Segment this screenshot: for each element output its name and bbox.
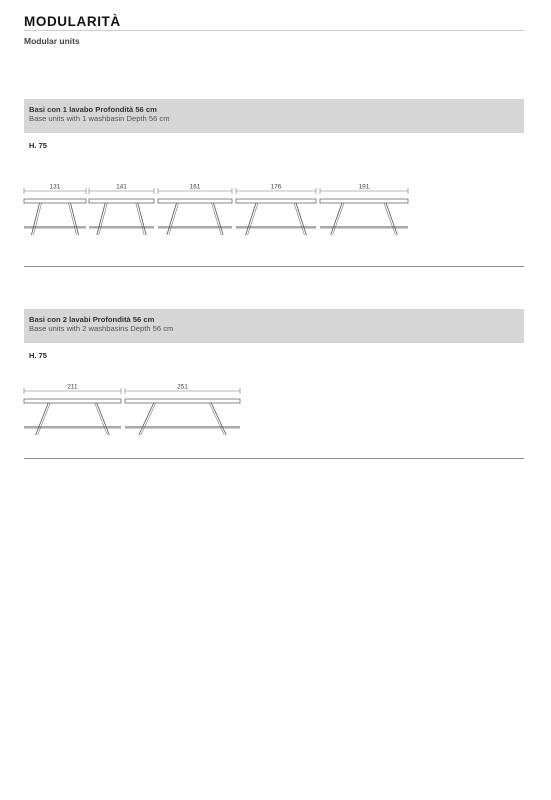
dimension-label: 141 — [116, 183, 127, 191]
unit-top — [125, 399, 240, 403]
unit-leg — [214, 203, 224, 235]
dimension-label: 131 — [49, 183, 61, 191]
unit-top — [24, 399, 121, 403]
unit-leg — [97, 203, 105, 235]
unit-leg — [248, 203, 258, 235]
section-2-title-it: Basi con 2 lavabi Profondità 56 cm — [29, 315, 155, 324]
section-2-title-en: Base units with 2 washbasins Depth 56 cm — [29, 324, 174, 333]
unit-leg — [211, 403, 226, 435]
unit-leg — [36, 403, 49, 435]
dimension-label: 176 — [270, 183, 282, 191]
unit-top — [158, 199, 232, 203]
unit-leg — [31, 203, 39, 235]
section-1-height-label: H. 75 — [29, 141, 47, 150]
unit-top — [89, 199, 154, 203]
unit-leg — [33, 203, 41, 235]
unit-leg — [294, 203, 304, 235]
unit-leg — [136, 203, 144, 235]
unit-leg — [97, 403, 110, 435]
unit-leg — [384, 203, 395, 235]
unit-leg — [246, 203, 256, 235]
section-1-title-it: Basi con 1 lavabo Profondità 56 cm — [29, 105, 157, 114]
unit-leg — [386, 203, 397, 235]
unit-leg — [95, 403, 108, 435]
unit-leg — [38, 403, 51, 435]
unit-leg — [169, 203, 179, 235]
page-subtitle: Modular units — [24, 36, 80, 46]
unit-leg — [212, 203, 222, 235]
unit-leg — [138, 203, 146, 235]
unit-top — [320, 199, 408, 203]
unit-leg — [331, 203, 342, 235]
dimension-label: 251 — [177, 383, 188, 391]
unit-leg — [167, 203, 177, 235]
unit-leg — [209, 403, 224, 435]
dimension-label: 161 — [189, 183, 201, 191]
dimension-label: 211 — [67, 383, 78, 391]
dimension-label: 191 — [358, 183, 370, 191]
unit-top — [24, 199, 86, 203]
unit-top — [236, 199, 316, 203]
unit-leg — [141, 403, 156, 435]
section-1-title-en: Base units with 1 washbasin Depth 56 cm — [29, 114, 170, 123]
unit-leg — [71, 203, 79, 235]
page-title: MODULARITÀ — [24, 14, 121, 29]
unit-leg — [99, 203, 107, 235]
unit-leg — [69, 203, 77, 235]
unit-leg — [333, 203, 344, 235]
section-2-height-label: H. 75 — [29, 351, 47, 360]
unit-leg — [139, 403, 154, 435]
unit-leg — [296, 203, 306, 235]
